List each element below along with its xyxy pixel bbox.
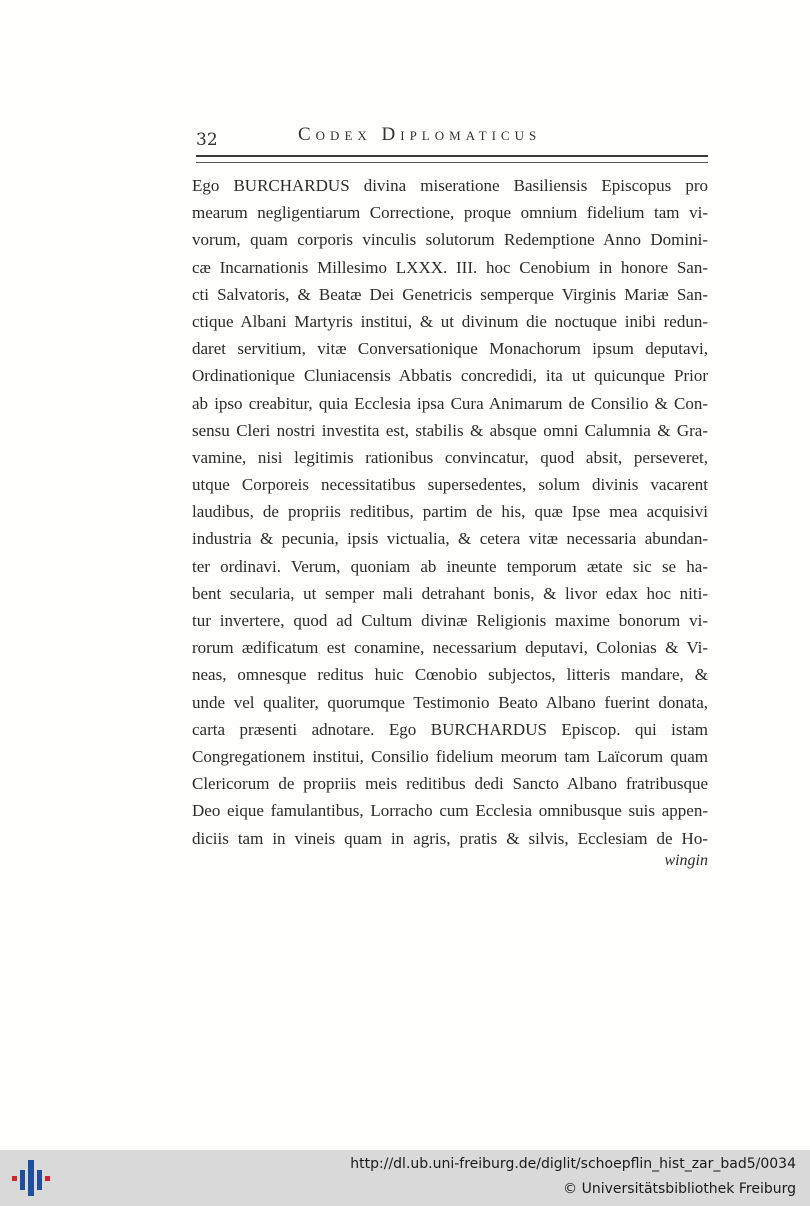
- text-line: laudibus, de propriis reditibus, partim de his, quæ Ipse mea acquisivi: [192, 502, 708, 522]
- text-line: utque Corporeis necessitatibus supersedentes, solum divinis vacarent: [192, 475, 708, 495]
- copyright-text: © Universitätsbibliothek Freiburg: [563, 1181, 796, 1197]
- running-head: Codex Diplomaticus: [298, 124, 542, 145]
- body-text: [192, 172, 708, 852]
- text-line: Ordinationique Cluniacensis Abbatis concredidi, ita ut quicunque Prior: [192, 366, 708, 386]
- text-line: rorum ædificatum est conamine, necessarium deputavi, Colonias & Vi-: [192, 638, 708, 658]
- footer-bar: [0, 1150, 810, 1206]
- catchword: wingin: [664, 852, 708, 869]
- text-line: cti Salvatoris, & Beatæ Dei Genetricis semperque Virginis Mariæ San-: [192, 284, 708, 304]
- text-line: Congregationem institui, Consilio fidelium meorum tam Laïcorum quam: [192, 746, 708, 766]
- header-rule-thick: [196, 155, 708, 157]
- text-line: Ego BURCHARDUS divina miseratione Basiliensis Episcopus pro: [192, 176, 708, 195]
- source-url-link[interactable]: http://dl.ub.uni-freiburg.de/diglit/schoepflin_hist_zar_bad5/0034: [350, 1156, 796, 1172]
- text-line: ab ipso creabitur, quia Ecclesia ipsa Cura Animarum de Consilio & Con-: [192, 393, 708, 413]
- text-line: Clericorum de propriis meis reditibus dedi Sancto Albano fratribusque: [192, 774, 708, 794]
- text-line: diciis tam in vineis quam in agris, pratis & silvis, Ecclesiam de Ho-: [192, 828, 708, 848]
- text-line: cæ Incarnationis Millesimo LXXX. III. hoc Cenobium in honore San-: [192, 257, 708, 277]
- text-line: unde vel qualiter, quorumque Testimonio Beato Albano fuerint donata,: [192, 692, 708, 712]
- page-header: [196, 122, 708, 152]
- text-line: carta præsenti adnotare. Ego BURCHARDUS Episcop. qui istam: [192, 719, 708, 739]
- library-logo-icon: [12, 1158, 52, 1198]
- header-rule-thin: [196, 162, 708, 163]
- page-number: 32: [196, 130, 218, 150]
- text-line: industria & pecunia, ipsis victualia, & cetera vitæ necessaria abundan-: [192, 529, 708, 549]
- text-line: neas, omnesque reditus huic Cœnobio subjectos, litteris mandare, &: [192, 665, 708, 685]
- text-line: bent secularia, ut semper mali detrahant bonis, & livor edax hoc niti-: [192, 583, 708, 603]
- text-line: mearum negligentiarum Correctione, proque omnium fidelium tam vi-: [192, 203, 708, 223]
- text-line: ctique Albani Martyris institui, & ut divinum die noctuque inibi redun-: [192, 311, 708, 331]
- text-line: daret servitium, vitæ Conversationique Monachorum ipsum deputavi,: [192, 339, 708, 359]
- text-line: vamine, nisi legitimis rationibus convincatur, quod absit, perseveret,: [192, 447, 708, 467]
- text-line: Deo eique famulantibus, Lorracho cum Ecclesia omnibusque suis appen-: [192, 801, 708, 821]
- text-line: vorum, quam corporis vinculis solutorum Redemptione Anno Domini-: [192, 230, 708, 250]
- text-line: tur invertere, quod ad Cultum divinæ Religionis maxime bonorum vi-: [192, 611, 708, 630]
- text-line: ter ordinavi. Verum, quoniam ab ineunte temporum ætate sic se ha-: [192, 556, 708, 576]
- text-line: sensu Cleri nostri investita est, stabilis & absque omni Calumnia & Gra-: [192, 420, 708, 440]
